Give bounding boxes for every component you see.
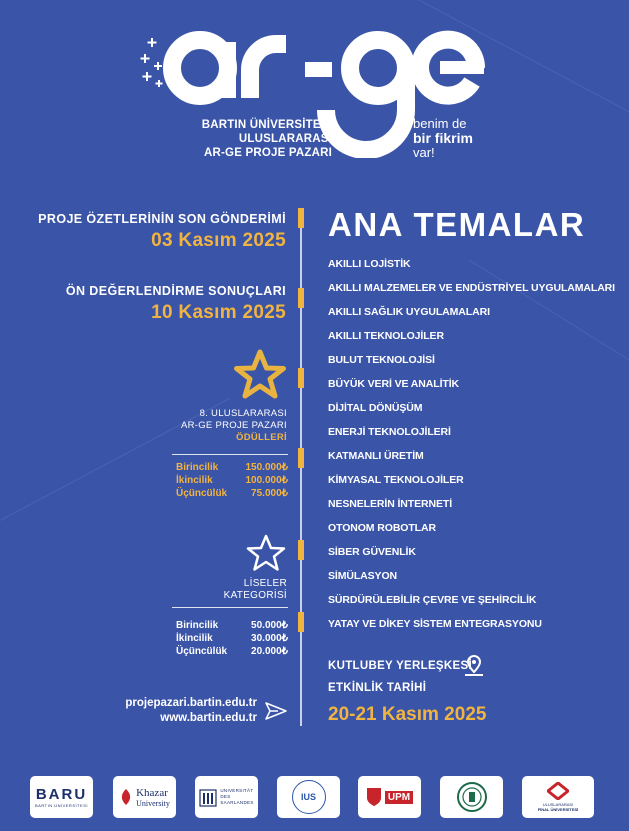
- saarland-building-icon: [199, 786, 217, 808]
- theme-item: DİJİTAL DÖNÜŞÜM: [328, 402, 423, 414]
- tagline-line: bir fikrim: [413, 130, 473, 146]
- prize-place: İkincilik: [176, 475, 213, 486]
- theme-item: AKILLI TEKNOLOJİLER: [328, 330, 444, 342]
- timeline-marker: [298, 448, 304, 468]
- theme-item: AKILLI LOJİSTİK: [328, 258, 411, 270]
- theme-item: NESNELERİN İNTERNETİ: [328, 498, 453, 510]
- timeline-marker: [298, 612, 304, 632]
- awards-title-line: AR-GE PROJE PAZARI: [180, 420, 287, 431]
- prize-amount: 150.000₺: [245, 462, 288, 473]
- theme-item: OTONOM ROBOTLAR: [328, 522, 436, 534]
- theme-item: AKILLI SAĞLIK UYGULAMALARI: [328, 306, 490, 318]
- deadline-label: ÖN DEĞERLENDİRME SONUÇLARI: [65, 284, 286, 298]
- saarland-logo-text: UNIVERSITÄT: [220, 788, 254, 793]
- khazar-logo: [113, 776, 176, 818]
- theme-item: SİMÜLASYON: [328, 570, 398, 582]
- timeline-marker: [298, 288, 304, 308]
- deadline-submission: [20, 212, 286, 252]
- theme-item: SİBER GÜVENLİK: [328, 546, 416, 558]
- awards-title: [150, 408, 287, 444]
- award-prize-row: [176, 462, 288, 473]
- timeline-marker: [298, 368, 304, 388]
- prize-amount: 30.000₺: [251, 633, 288, 644]
- highschool-title-line: LİSELER: [243, 578, 287, 589]
- highschool-prize-row: [176, 646, 288, 657]
- org-line: AR-GE PROJE PAZARI: [204, 147, 332, 159]
- venue-name: KUTLUBEY YERLEŞKESİ: [328, 660, 472, 672]
- prize-place: Birincilik: [176, 462, 219, 473]
- highschool-prize-row: [176, 620, 288, 631]
- awards-title-line: ÖDÜLLERİ: [236, 432, 287, 443]
- deadline-date: 03 Kasım 2025: [151, 230, 286, 251]
- theme-item: SÜRDÜRÜLEBİLİR ÇEVRE VE ŞEHİRCİLİK: [328, 594, 537, 606]
- highschool-prize-row: [176, 633, 288, 644]
- tagline: [413, 117, 473, 160]
- highschool-title-line: KATEGORİSİ: [223, 590, 287, 601]
- baru-logo: [30, 776, 93, 818]
- org-line: BARTIN ÜNİVERSİTESİ: [201, 119, 332, 131]
- theme-item: ENERJİ TEKNOLOJİLERİ: [328, 426, 451, 438]
- prize-amount: 100.000₺: [245, 475, 288, 486]
- timeline-marker: [298, 208, 304, 228]
- saarland-logo-text: SAARLANDES: [220, 800, 254, 805]
- khazar-logo-subtext: University: [136, 798, 170, 808]
- saarland-logo: [195, 776, 258, 818]
- theme-item: KİMYASAL TEKNOLOJİLER: [328, 474, 464, 486]
- ius-logo-text: IUS: [292, 780, 326, 814]
- upm-logo: [358, 776, 421, 818]
- prize-place: Birincilik: [176, 620, 219, 631]
- baru-logo-subtext: BARTIN ÜNİVERSİTESİ: [35, 803, 88, 808]
- baru-logo-text: BARU: [35, 786, 88, 803]
- event-date: 20-21 Kasım 2025: [328, 704, 487, 725]
- prize-place: İkincilik: [176, 633, 213, 644]
- award-prize-row: [176, 488, 288, 499]
- theme-item: YATAY VE DİKEY SİSTEM ENTEGRASYONU: [328, 618, 542, 630]
- highschool-title: [150, 578, 287, 602]
- tagline-line: benim de: [413, 116, 467, 131]
- background-line: [469, 260, 629, 367]
- white-star-icon: [245, 533, 287, 573]
- theme-item: BÜYÜK VERİ VE ANALİTİK: [328, 378, 460, 390]
- prize-amount: 75.000₺: [251, 488, 288, 499]
- website-link[interactable]: projepazari.bartin.edu.tr: [125, 697, 257, 709]
- deadline-results: [20, 284, 286, 324]
- ius-logo: [277, 776, 340, 818]
- khazar-flame-icon: [119, 788, 133, 806]
- location-pin-icon: [463, 654, 485, 678]
- deadline-date: 10 Kasım 2025: [151, 302, 286, 323]
- final-university-text: FİNAL ÜNİVERSİTESİ: [537, 807, 579, 812]
- final-university-mark-icon: [547, 782, 569, 800]
- divider: [172, 454, 288, 455]
- divider: [172, 607, 288, 608]
- themes-title: ANA TEMALAR: [328, 206, 586, 243]
- awards-title-line: 8. ULUSLARARASI: [199, 408, 287, 419]
- prize-amount: 20.000₺: [251, 646, 288, 657]
- event-date-label: ETKİNLİK TARİHİ: [328, 682, 427, 694]
- theme-item: BULUT TEKNOLOJİSİ: [328, 354, 435, 366]
- timeline-marker: [298, 540, 304, 560]
- org-line: ULUSLARARASI: [238, 133, 332, 145]
- gold-star-icon: [233, 349, 287, 401]
- send-icon: [264, 700, 288, 722]
- award-prize-row: [176, 475, 288, 486]
- khazar-logo-text: Khazar: [136, 786, 168, 799]
- tagline-line: var!: [413, 145, 435, 160]
- deadline-label: PROJE ÖZETLERİNİN SON GÖNDERİMİ: [38, 212, 286, 226]
- organizer-name: [180, 118, 332, 160]
- partner-seal-logo: [440, 776, 503, 818]
- university-seal-icon: [456, 781, 488, 813]
- upm-crest-icon: [366, 787, 382, 807]
- saarland-logo-text: DES: [220, 794, 231, 799]
- website-link[interactable]: www.bartin.edu.tr: [160, 712, 257, 724]
- final-university-text: ULUSLARARASI: [542, 802, 574, 807]
- prize-amount: 50.000₺: [251, 620, 288, 631]
- header: [0, 0, 629, 185]
- theme-item: KATMANLI ÜRETİM: [328, 450, 424, 462]
- theme-item: AKILLI MALZEMELER VE ENDÜSTRİYEL UYGULAMALARI: [328, 282, 615, 294]
- prize-place: Üçüncülük: [176, 488, 228, 499]
- final-university-logo: [522, 776, 594, 818]
- prize-place: Üçüncülük: [176, 646, 228, 657]
- upm-logo-text: UPM: [385, 791, 413, 804]
